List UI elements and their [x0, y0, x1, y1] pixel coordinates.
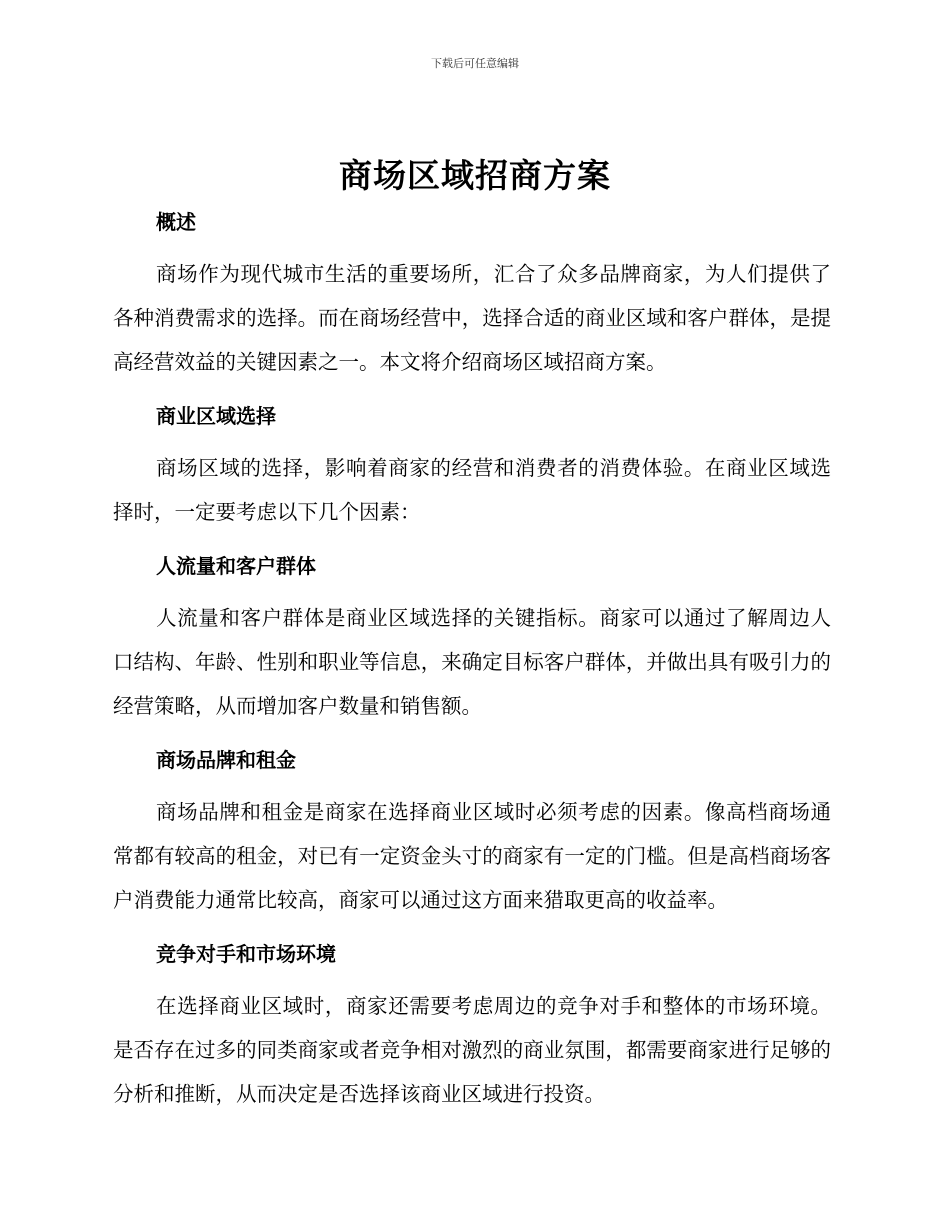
section-heading: 竞争对手和市场环境 [156, 942, 336, 966]
section-paragraph: 商场作为现代城市生活的重要场所，汇合了众多品牌商家，为人们提供了各种消费需求的选择。而在商场经营中，选择合适的商业区域和客户群体，是提高经营效益的关键因素之一。本文将介绍商场区域招商方案。 [113, 262, 831, 374]
section-heading: 概述 [156, 210, 196, 234]
section-heading: 商场品牌和租金 [156, 748, 296, 772]
section-paragraph: 商场品牌和租金是商家在选择商业区域时必须考虑的因素。像高档商场通常都有较高的租金，对已有一定资金头寸的商家有一定的门槛。但是高档商场客户消费能力通常比较高，商家可以通过这方面来猎取更高的收益率。 [113, 800, 831, 912]
section-paragraph: 在选择商业区域时，商家还需要考虑周边的竞争对手和整体的市场环境。是否存在过多的同类商家或者竞争相对激烈的商业氛围，都需要商家进行足够的分析和推断，从而决定是否选择该商业区域进行投资。 [113, 994, 831, 1106]
section-heading: 商业区域选择 [156, 404, 276, 428]
section-competition [113, 932, 831, 1116]
header-note: 下载后可任意编辑 [431, 57, 519, 70]
section-overview [113, 200, 831, 394]
section-business-area-selection [113, 394, 831, 544]
section-paragraph: 人流量和客户群体是商业区域选择的关键指标。商家可以通过了解周边人口结构、年龄、性别和职业等信息，来确定目标客户群体，并做出具有吸引力的经营策略，从而增加客户数量和销售额。 [113, 606, 831, 718]
section-foot-traffic [113, 544, 831, 738]
section-paragraph: 商场区域的选择，影响着商家的经营和消费者的消费体验。在商业区域选择时，一定要考虑以下几个因素： [113, 456, 831, 524]
section-brand-and-rent [113, 738, 831, 932]
document-title: 商场区域招商方案 [339, 156, 611, 195]
document-body [113, 200, 831, 1116]
section-heading: 人流量和客户群体 [156, 554, 316, 578]
